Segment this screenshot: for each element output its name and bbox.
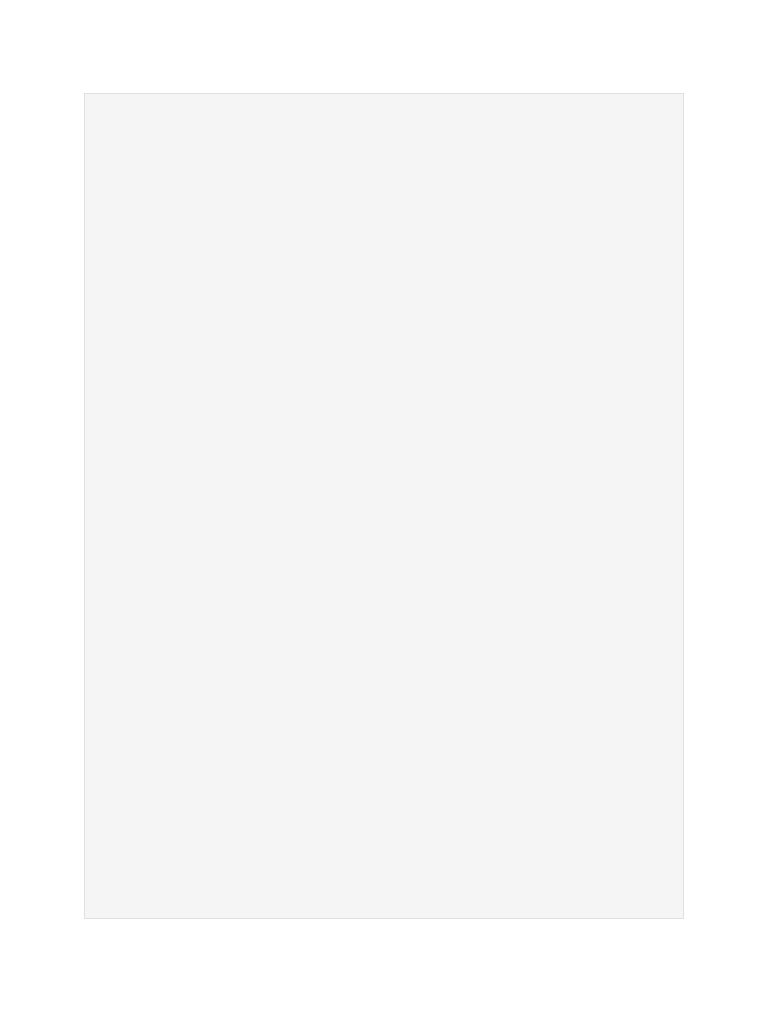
table-header (91, 819, 679, 836)
table-separator (91, 868, 679, 885)
code-cell (84, 93, 684, 919)
output-spacer (91, 771, 679, 786)
output-block (91, 688, 679, 951)
output-summary (91, 721, 679, 738)
